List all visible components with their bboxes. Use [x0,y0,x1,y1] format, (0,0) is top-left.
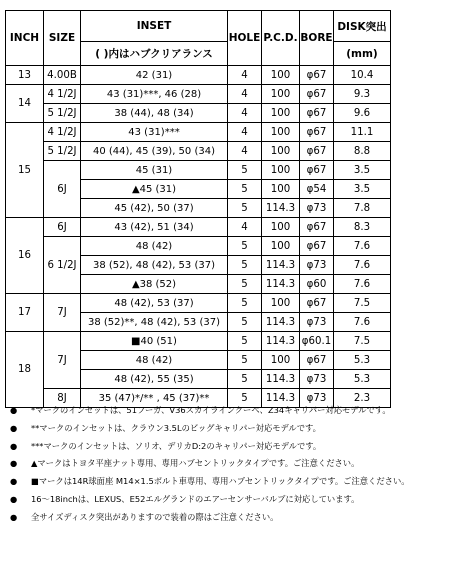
hole-cell: 5 [228,256,262,275]
note-item [0,473,470,491]
inset-cell: 43 (31)*** [81,123,228,142]
inset-cell: 40 (44), 45 (39), 50 (34) [81,142,228,161]
disk-cell: 3.5 [334,161,391,180]
bore-cell: φ67 [300,294,334,313]
hole-cell: 5 [228,389,262,408]
inch-cell: 13 [6,66,44,85]
inset-cell: ▲38 (52) [81,275,228,294]
inch-cell: 16 [6,218,44,294]
bore-cell: φ67 [300,66,334,85]
disk-cell: 7.6 [334,256,391,275]
pcd-cell: 100 [262,85,300,104]
disk-cell: 8.8 [334,142,391,161]
bullet-icon: ● [10,440,18,451]
header-disk: DISK突出 [334,11,391,42]
table-row [6,142,391,161]
hole-cell: 5 [228,294,262,313]
disk-cell: 7.6 [334,237,391,256]
disk-cell: 7.6 [334,313,391,332]
bullet-icon: ● [10,405,18,415]
bullet-icon: ● [10,476,18,487]
disk-cell: 7.5 [334,332,391,351]
inset-cell: 42 (31) [81,66,228,85]
inset-cell: 43 (42), 51 (34) [81,218,228,237]
pcd-cell: 100 [262,142,300,161]
note-text: **マークのインセットは、クラウン3.5Lのビッグキャリパー対応モデルです。 [31,422,321,433]
hole-cell: 5 [228,370,262,389]
disk-cell: 3.5 [334,180,391,199]
size-cell: 6 1/2J [44,237,81,294]
hole-cell: 5 [228,180,262,199]
disk-cell: 9.6 [334,104,391,123]
note-text: ***マークのインセットは、ソリオ、デリカD:2のキャリパー対応モデルです。 [31,440,322,451]
hole-cell: 4 [228,85,262,104]
inset-cell: 48 (42) [81,351,228,370]
bore-cell: φ67 [300,237,334,256]
bore-cell: φ67 [300,142,334,161]
header-inset: INSET [81,11,228,42]
size-cell: 6J [44,161,81,218]
size-cell: 4.00B [44,66,81,85]
pcd-cell: 100 [262,218,300,237]
inset-cell: ▲45 (31) [81,180,228,199]
bullet-icon: ● [10,422,18,433]
bore-cell: φ67 [300,218,334,237]
bore-cell: φ54 [300,180,334,199]
pcd-cell: 114.3 [262,275,300,294]
pcd-cell: 114.3 [262,313,300,332]
note-item [0,455,470,473]
header-bore: BORE [300,11,334,66]
pcd-cell: 100 [262,294,300,313]
bullet-icon: ● [10,458,18,469]
hole-cell: 4 [228,218,262,237]
hole-cell: 5 [228,332,262,351]
inset-cell: 45 (42), 50 (37) [81,199,228,218]
header-disk-unit: (mm) [334,42,391,66]
inset-cell: 45 (31) [81,161,228,180]
size-cell: 7J [44,332,81,389]
bore-cell: φ73 [300,313,334,332]
disk-cell: 11.1 [334,123,391,142]
bore-cell: φ67 [300,161,334,180]
pcd-cell: 114.3 [262,389,300,408]
disk-cell: 5.3 [334,351,391,370]
table-row [6,123,391,142]
disk-cell: 7.5 [334,294,391,313]
note-text: *マークのインセットは、51フーガ、V36スカイラインクーペ、Z34キャリパー対応モデルです。 [31,405,391,415]
inset-cell: 35 (47)*/** , 45 (37)** [81,389,228,408]
header-inch: INCH [6,11,44,66]
bore-cell: φ67 [300,123,334,142]
pcd-cell: 114.3 [262,199,300,218]
inset-cell: 38 (44), 48 (34) [81,104,228,123]
table-row [6,85,391,104]
bore-cell: φ60 [300,275,334,294]
pcd-cell: 100 [262,66,300,85]
note-text: ■マークは14R球面座 M14×1.5ボルト車専用、専用ハブセントリックタイプです。ご注意ください。 [31,476,410,487]
size-cell: 5 1/2J [44,142,81,161]
hole-cell: 5 [228,161,262,180]
table-row [6,161,391,180]
inset-cell: ■40 (51) [81,332,228,351]
inset-cell: 43 (31)***, 46 (28) [81,85,228,104]
note-item [0,491,470,509]
table-row [6,104,391,123]
hole-cell: 4 [228,104,262,123]
table-row [6,66,391,85]
pcd-cell: 114.3 [262,370,300,389]
bore-cell: φ73 [300,256,334,275]
size-cell: 5 1/2J [44,104,81,123]
header-size: SIZE [44,11,81,66]
header-hole: HOLE [228,11,262,66]
bullet-icon: ● [10,493,18,504]
inset-cell: 48 (42), 55 (35) [81,370,228,389]
size-cell: 8J [44,389,81,408]
disk-cell: 5.3 [334,370,391,389]
header-inset-sub: ( )内はハブクリアランス [81,42,228,66]
bore-cell: φ73 [300,199,334,218]
inset-cell: 38 (52)**, 48 (42), 53 (37) [81,313,228,332]
disk-cell: 2.3 [334,389,391,408]
hole-cell: 5 [228,313,262,332]
disk-cell: 10.4 [334,66,391,85]
inch-cell: 17 [6,294,44,332]
bore-cell: φ60.1 [300,332,334,351]
bore-cell: φ73 [300,389,334,408]
hole-cell: 5 [228,351,262,370]
inset-cell: 48 (42) [81,237,228,256]
note-item [0,509,470,527]
table-row [6,218,391,237]
inch-cell: 14 [6,85,44,123]
table-row [6,237,391,256]
hole-cell: 4 [228,142,262,161]
disk-cell: 7.6 [334,275,391,294]
inset-cell: 48 (42), 53 (37) [81,294,228,313]
bore-cell: φ67 [300,85,334,104]
bore-cell: φ67 [300,104,334,123]
inch-cell: 15 [6,123,44,218]
bore-cell: φ73 [300,370,334,389]
size-cell: 4 1/2J [44,123,81,142]
hole-cell: 4 [228,66,262,85]
table-row [6,332,391,351]
wheel-spec-table [5,10,391,408]
hole-cell: 5 [228,275,262,294]
disk-cell: 7.8 [334,199,391,218]
pcd-cell: 100 [262,123,300,142]
note-item [0,402,470,420]
size-cell: 7J [44,294,81,332]
note-text: 16～18inchは、LEXUS、E52エルグランドのエアーセンサーバルブに対応しています。 [31,493,360,504]
disk-cell: 8.3 [334,218,391,237]
header-pcd: P.C.D. [262,11,300,66]
note-text: 全サイズディスク突出がありますので装着の際はご注意ください。 [31,511,279,522]
bore-cell: φ67 [300,351,334,370]
pcd-cell: 114.3 [262,256,300,275]
size-cell: 4 1/2J [44,85,81,104]
bullet-icon: ● [10,511,18,522]
inch-cell: 18 [6,332,44,408]
notes-list [0,402,470,527]
table-row [6,294,391,313]
size-cell: 6J [44,218,81,237]
pcd-cell: 100 [262,104,300,123]
note-item [0,420,470,438]
note-text: ▲マークはトヨタ平座ナット専用、専用ハブセントリックタイプです。ご注意ください。 [31,458,360,469]
disk-cell: 9.3 [334,85,391,104]
pcd-cell: 100 [262,180,300,199]
hole-cell: 5 [228,199,262,218]
pcd-cell: 100 [262,161,300,180]
inset-cell: 38 (52), 48 (42), 53 (37) [81,256,228,275]
pcd-cell: 114.3 [262,332,300,351]
note-item [0,438,470,456]
pcd-cell: 100 [262,351,300,370]
pcd-cell: 100 [262,237,300,256]
hole-cell: 5 [228,237,262,256]
hole-cell: 4 [228,123,262,142]
header-row [6,11,391,42]
